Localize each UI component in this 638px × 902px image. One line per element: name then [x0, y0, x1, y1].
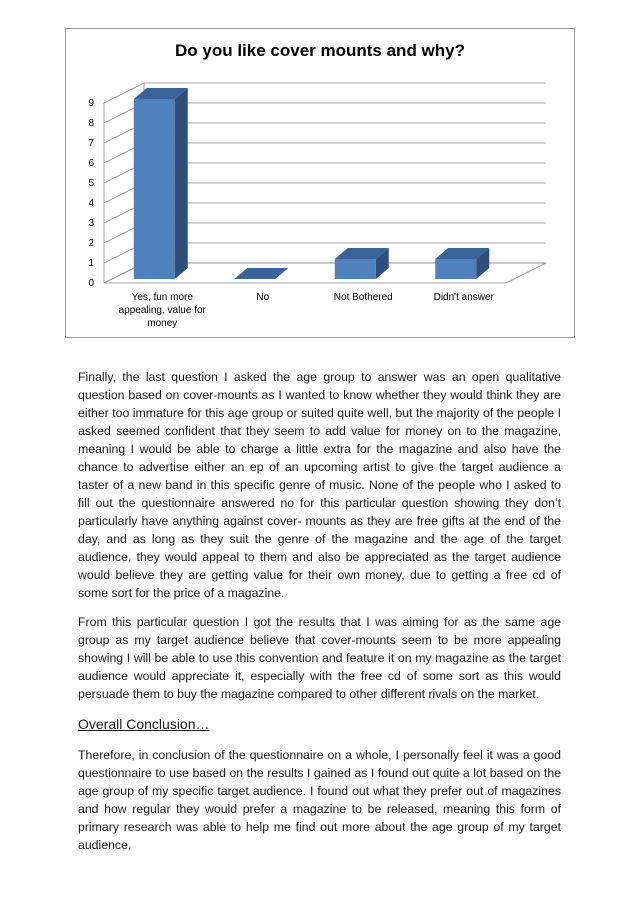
document-body — [78, 368, 561, 865]
bar-side — [175, 88, 188, 279]
paragraph: Finally, the last question I asked the age group to answer was an open qualitative question based on cover-mounts as I wanted to know whether they would think they are either too immature for this age group or suited quite well, but the majority of the people I asked seemed confident that they seem to add value for money on to the magazine, meaning I would be able to charge a little extra for the magazine and also have the chance to advertise either an ep of an upcoming artist to give the target audience a taster of a new band in this specific genre of music. None of the people who I asked to fill out the questionnaire answered no for this particular question showing they don’t particularly have anything against cover- mounts as they are free gifts at the end of the day, and as long as they suit the genre of the magazine and the age of the target audience, they would appeal to them and also be appreciated as the target audience would believe they are getting value for their own money, due to getting a free cd of some sort for the price of a magazine. — [78, 370, 561, 600]
bar — [435, 259, 476, 279]
x-tick-label: No — [256, 292, 270, 303]
bar-top — [234, 268, 288, 279]
paragraph: Therefore, in conclusion of the questionnaire on a whole, I personally feel it was a good questionnaire to use based on the results I gained as I found out quite a lot based on the age group of my specific target audience. I found out what they prefer out of magazines and how regular they would prefer a magazine to be released, meaning this form of primary research was able to help me find out more about the age group of my target audience, — [78, 748, 561, 852]
y-tick-label: 8 — [88, 118, 94, 129]
y-tick-label: 4 — [88, 198, 94, 209]
y-tick-label: 0 — [88, 278, 94, 289]
paragraph: From this particular question I got the results that I was aiming for as the same age group as my target audience believe that cover-mounts seem to be more appealing showing I will be able to use this convention and feature it on my magazine as the target audience would appreciate it, especially with the free cd of some sort as this would persuade them to buy the magazine compared to other different rivals on the market. — [78, 615, 561, 701]
section-heading: Overall Conclusion… — [78, 716, 210, 732]
x-tick-label: Yes, fun more — [131, 292, 193, 303]
x-tick-label: appealing, value for — [118, 305, 206, 316]
bar — [335, 259, 376, 279]
x-tick-label: Didn't answer — [433, 292, 494, 303]
y-tick-label: 6 — [88, 158, 94, 169]
x-tick-label: money — [147, 318, 178, 329]
chart-frame — [65, 28, 575, 338]
y-tick-label: 5 — [88, 178, 94, 189]
y-tick-label: 7 — [88, 138, 94, 149]
y-tick-label: 2 — [88, 238, 94, 249]
chart-title: Do you like cover mounts and why? — [175, 41, 465, 60]
y-tick-label: 3 — [88, 218, 94, 229]
y-tick-label: 9 — [88, 98, 94, 109]
y-tick-label: 1 — [88, 258, 94, 269]
bar-chart — [66, 29, 574, 337]
bar — [134, 99, 175, 279]
x-tick-label: Not Bothered — [333, 292, 393, 303]
